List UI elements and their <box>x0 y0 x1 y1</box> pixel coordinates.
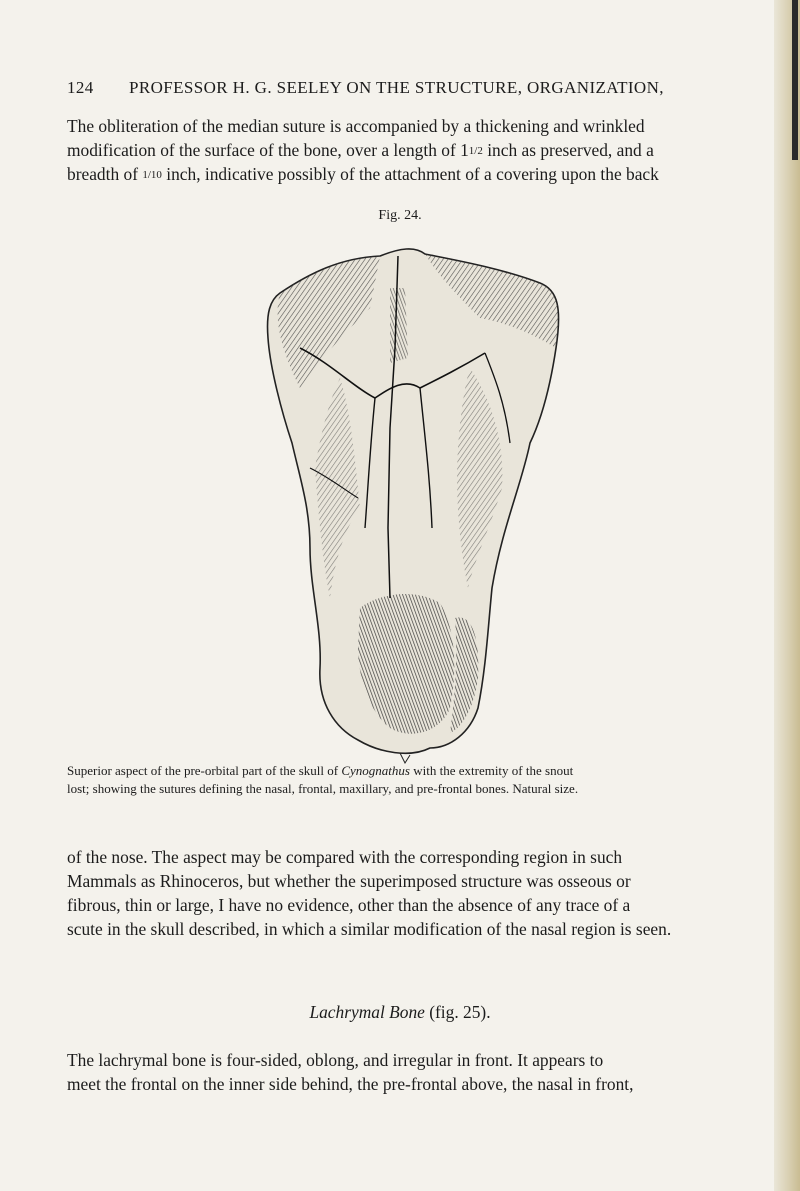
skull-illustration <box>240 228 570 768</box>
paragraph-line: Mammals as Rhinoceros, but whether the superimposed structure was osseous or <box>67 871 631 891</box>
paragraph-line: The lachrymal bone is four-sided, oblong, and irregular in front. It appears to <box>67 1050 604 1070</box>
section-title: Lachrymal Bone <box>309 1002 425 1022</box>
paragraph-2 <box>67 845 767 941</box>
text-run: inch as preserved, and a <box>482 140 654 160</box>
fraction-denominator: 10 <box>150 169 162 181</box>
caption-text: lost; showing the sutures defining the nasal, frontal, maxillary, and pre-frontal bones. Natural size. <box>67 781 579 796</box>
fraction: 1/2 <box>468 145 483 157</box>
binding-edge <box>792 0 798 160</box>
paragraph-1 <box>67 114 767 186</box>
page-number: 124 <box>67 78 94 97</box>
text-run: inch, indicative possibly of the attachment of a covering upon the back <box>161 164 659 184</box>
paragraph-line <box>67 138 767 162</box>
paragraph-line <box>67 162 767 186</box>
caption-text: with the extremity of the snout <box>409 763 574 778</box>
section-figure-ref: (fig. 25). <box>424 1002 491 1022</box>
paragraph-3 <box>67 1048 767 1096</box>
paragraph-line: scute in the skull described, in which a similar modification of the nasal region is seen. <box>67 919 672 939</box>
paragraph-line: fibrous, thin or large, I have no evidence, other than the absence of any trace of a <box>67 895 631 915</box>
figure-caption <box>67 762 767 798</box>
caption-text: Superior aspect of the pre-orbital part of the skull of <box>67 763 342 778</box>
fraction-denominator: 2 <box>477 145 483 157</box>
paragraph-line: The obliteration of the median suture is accompanied by a thickening and wrinkled <box>67 116 645 136</box>
fraction: 1/10 <box>142 169 162 181</box>
running-header <box>67 78 767 98</box>
caption-genus: Cynognathus <box>341 763 410 778</box>
figure-label: Fig. 24. <box>378 208 422 223</box>
text-run: modification of the surface of the bone, over a length of <box>67 140 461 160</box>
paragraph-line: of the nose. The aspect may be compared with the corresponding region in such <box>67 847 623 867</box>
median-suture-shading <box>390 288 408 363</box>
section-heading <box>0 1002 800 1023</box>
paragraph-line: meet the frontal on the inner side behind, the pre-frontal above, the nasal in front, <box>67 1074 634 1094</box>
fraction-numerator: 1 <box>468 145 475 157</box>
running-title: PROFESSOR H. G. SEELEY ON THE STRUCTURE, ORGANIZATION, <box>129 78 664 97</box>
fraction-whole: 1 <box>460 140 469 160</box>
fraction-numerator: 1 <box>142 169 148 181</box>
text-run: breadth of <box>67 164 143 184</box>
